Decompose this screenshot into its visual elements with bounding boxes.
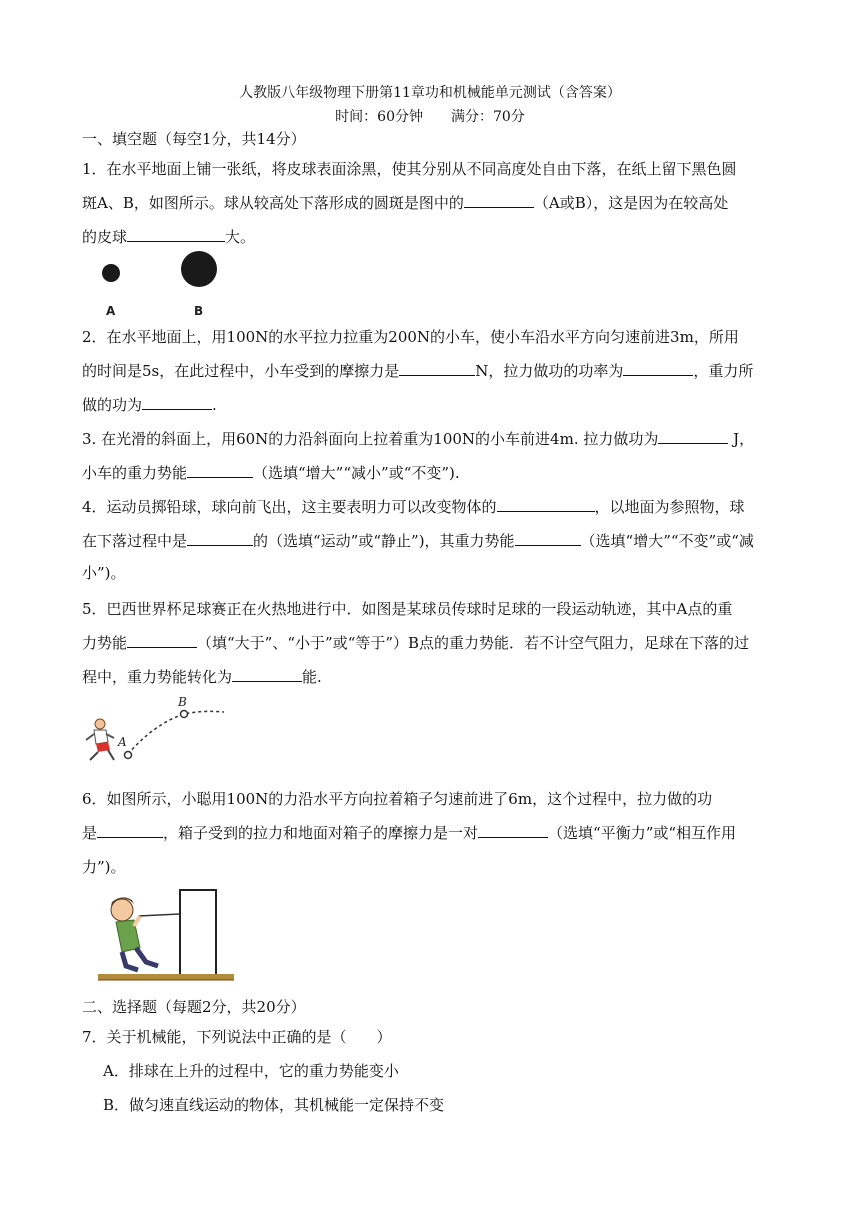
- section-choice-heading: 二、选择题（每题2分，共20分）: [82, 998, 306, 1016]
- q5-figure-trajectory: [84, 694, 234, 774]
- player-icon: [86, 719, 114, 760]
- q7-option-a[interactable]: A．排球在上升的过程中，它的重力势能变小: [103, 1062, 399, 1080]
- q6-line1: 6．如图所示，小聪用100N的力沿水平方向拉着箱子匀速前进了6m，这个过程中，拉力做的功: [82, 790, 713, 808]
- spot-b-label: B: [194, 304, 204, 318]
- q4-line2: 在下落过程中是 的（选填“运动”或“静止”)，其重力势能 （选填“增大”“不变”或“减: [82, 532, 754, 550]
- q1-line2: 斑A、B，如图所示。球从较高处下落形成的圆斑是图中的 （A或B），这是因为在较高处: [82, 194, 729, 212]
- q7-option-b[interactable]: B．做匀速直线运动的物体，其机械能一定保持不变: [103, 1096, 445, 1114]
- q3-line2: 小车的重力势能 （选填“增大”“减小”或“不变”).: [82, 464, 460, 482]
- box-icon: [180, 890, 216, 976]
- point-a-label: A: [118, 735, 127, 749]
- q6-blank2[interactable]: [478, 823, 548, 838]
- q4-blank3[interactable]: [515, 531, 581, 546]
- point-b-label: B: [178, 695, 187, 709]
- q3-line1: 3. 在光滑的斜面上，用60N的力沿斜面向上拉着重为100N的小车前进4m. 拉力做功为 J，: [82, 430, 755, 448]
- q4-blank2[interactable]: [187, 531, 253, 546]
- q2-blank3[interactable]: [142, 395, 212, 410]
- q5-line3: 程中，重力势能转化为 能.: [82, 668, 322, 686]
- q1-blank1[interactable]: [464, 193, 534, 208]
- q1-line3: 的皮球 大。: [82, 228, 256, 246]
- q3-blank1[interactable]: [658, 429, 728, 444]
- q6-line2: 是 ，箱子受到的拉力和地面对箱子的摩擦力是一对 （选填“平衡力”或“相互作用: [82, 824, 737, 842]
- q7-stem: 7．关于机械能，下列说法中正确的是（ ）: [82, 1028, 392, 1046]
- document-subtitle: 时间：60分钟 满分：70分: [335, 109, 525, 125]
- boy-icon: [111, 897, 158, 970]
- q1-figure-spots: [95, 248, 235, 320]
- q3-blank2[interactable]: [187, 463, 253, 478]
- q4-line1: 4．运动员掷铅球，球向前飞出，这主要表明力可以改变物体的 ，以地面为参照物，球: [82, 498, 745, 516]
- q4-blank1[interactable]: [497, 497, 595, 512]
- q2-blank1[interactable]: [399, 361, 475, 376]
- rope-line: [138, 914, 180, 916]
- q6-blank1[interactable]: [97, 823, 163, 838]
- ground-strip: [98, 974, 234, 980]
- q1-blank2[interactable]: [127, 227, 225, 242]
- q2-line2: 的时间是5s，在此过程中，小车受到的摩擦力是 N，拉力做功的功率为 ，重力所: [82, 362, 754, 380]
- spot-a-label: A: [106, 304, 116, 318]
- document-title: 人教版八年级物理下册第11章功和机械能单元测试（含答案）: [239, 85, 621, 101]
- q2-line1: 2．在水平地面上，用100N的水平拉力拉重为200N的小车，使小车沿水平方向匀速前进3m，所用: [82, 328, 739, 346]
- q4-line3: 小”)。: [82, 564, 126, 582]
- ball-b-icon: [181, 711, 188, 718]
- q5-blank1[interactable]: [127, 633, 197, 648]
- q2-line3: 做的功为 .: [82, 396, 217, 414]
- q6-figure-boy-box: [98, 886, 234, 982]
- q5-blank2[interactable]: [232, 667, 302, 682]
- q5-line1: 5．巴西世界杯足球赛正在火热地进行中．如图是某球员传球时足球的一段运动轨迹，其中A点的重: [82, 600, 733, 618]
- q2-blank2[interactable]: [623, 361, 693, 376]
- spot-a-icon: [102, 264, 120, 282]
- q6-line3: 力”)。: [82, 858, 126, 876]
- q1-line1: 1．在水平地面上铺一张纸，将皮球表面涂黑，使其分别从不同高度处自由下落，在纸上留下黑色圆: [82, 160, 737, 178]
- q5-line2: 力势能 （填“大于”、“小于”或“等于”）B点的重力势能．若不计空气阻力，足球在下落的过: [82, 634, 750, 652]
- section-fill-heading: 一、填空题（每空1分，共14分）: [82, 130, 306, 148]
- trajectory-line: [128, 711, 224, 754]
- spot-b-icon: [181, 251, 217, 287]
- ball-a-icon: [125, 752, 132, 759]
